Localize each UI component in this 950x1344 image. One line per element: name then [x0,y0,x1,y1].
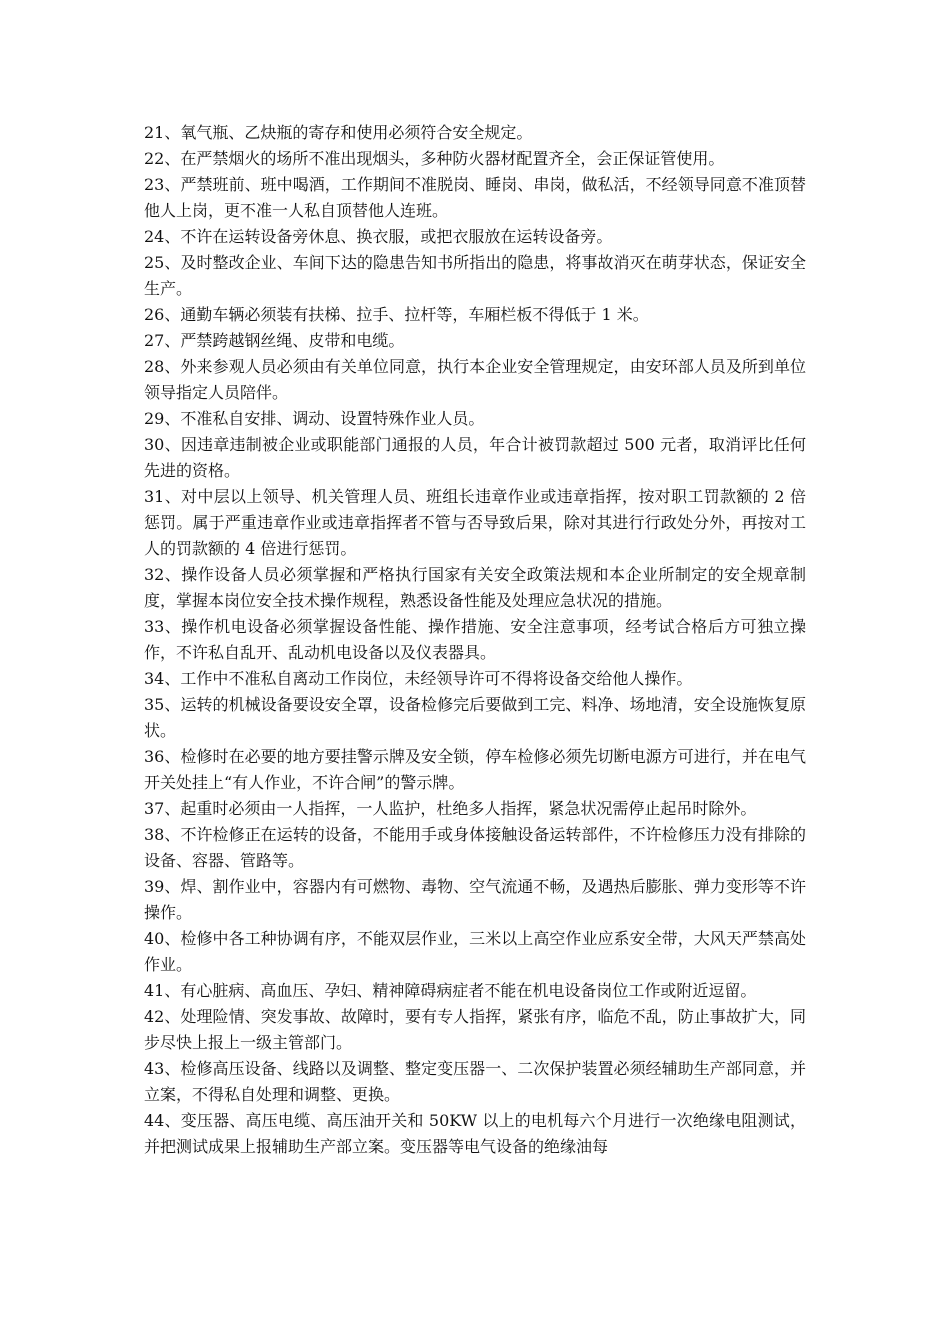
rule-item-22: 22、在严禁烟火的场所不准出现烟头，多种防火器材配置齐全，会正保证管使用。 [144,149,725,168]
rule-item-32: 32、操作设备人员必须掌握和严格执行国家有关安全政策法规和本企业所制定的安全规章制度，掌握本岗位安全技术操作规程，熟悉设备性能及处理应急状况的措施。 [144,565,806,610]
rule-item-29: 29、不准私自安排、调动、设置特殊作业人员。 [144,409,485,428]
rule-item-36: 36、检修时在必要的地方要挂警示牌及安全锁，停车检修必须先切断电源方可进行，并在电气开关处挂上“有人作业，不许合闸”的警示牌。 [144,747,806,792]
rule-item-41: 41、有心脏病、高血压、孕妇、精神障碍病症者不能在机电设备岗位工作或附近逗留。 [144,981,757,1000]
rule-item-31: 31、对中层以上领导、机关管理人员、班组长违章作业或违章指挥，按对职工罚款额的 2 倍惩罚。属于严重违章作业或违章指挥者不管与否导致后果，除对其进行行政处分外，再按对工人的罚款额的 4 倍进行惩罚。 [144,487,806,558]
rule-item-25: 25、及时整改企业、车间下达的隐患告知书所指出的隐患，将事故消灭在萌芽状态，保证安全生产。 [144,253,806,298]
rule-item-37: 37、起重时必须由一人指挥，一人监护，杜绝多人指挥，紧急状况需停止起吊时除外。 [144,799,757,818]
rule-item-28: 28、外来参观人员必须由有关单位同意，执行本企业安全管理规定，由安环部人员及所到单位领导指定人员陪伴。 [144,357,806,402]
rule-item-40: 40、检修中各工种协调有序，不能双层作业，三米以上高空作业应系安全带，大风天严禁高处作业。 [144,929,806,974]
rule-item-30: 30、因违章违制被企业或职能部门通报的人员，年合计被罚款超过 500 元者，取消评比任何先进的资格。 [144,435,806,480]
rule-item-27: 27、严禁跨越钢丝绳、皮带和电缆。 [144,331,405,350]
rule-item-23: 23、严禁班前、班中喝酒，工作期间不准脱岗、睡岗、串岗，做私活，不经领导同意不准顶替他人上岗，更不准一人私自顶替他人连班。 [144,175,806,220]
rule-item-26: 26、通勤车辆必须装有扶梯、拉手、拉杆等，车厢栏板不得低于 1 米。 [144,305,649,324]
rule-item-34: 34、工作中不准私自离动工作岗位，未经领导许可不得将设备交给他人操作。 [144,669,693,688]
rule-item-38: 38、不许检修正在运转的设备，不能用手或身体接触设备运转部件，不许检修压力没有排除的设备、容器、管路等。 [144,825,806,870]
rule-item-39: 39、焊、割作业中，容器内有可燃物、毒物、空气流通不畅，及遇热后膨胀、弹力变形等不许操作。 [144,877,806,922]
rule-item-21: 21、氧气瓶、乙炔瓶的寄存和使用必须符合安全规定。 [144,123,533,142]
rule-item-44: 44、变压器、高压电缆、高压油开关和 50KW 以上的电机每六个月进行一次绝缘电阻测试，并把测试成果上报辅助生产部立案。变压器等电气设备的绝缘油每 [144,1111,806,1156]
rule-item-24: 24、不许在运转设备旁休息、换衣服，或把衣服放在运转设备旁。 [144,227,613,246]
rule-item-43: 43、检修高压设备、线路以及调整、整定变压器一、二次保护装置必须经辅助生产部同意，并立案，不得私自处理和调整、更换。 [144,1059,806,1104]
rule-item-35: 35、运转的机械设备要设安全罩，设备检修完后要做到工完、料净、场地清，安全设施恢复原状。 [144,695,806,740]
rule-item-42: 42、处理险情、突发事故、故障时，要有专人指挥，紧张有序，临危不乱，防止事故扩大，同步尽快上报上一级主管部门。 [144,1007,806,1052]
document-body [144,120,806,1160]
rule-item-33: 33、操作机电设备必须掌握设备性能、操作措施、安全注意事项，经考试合格后方可独立操作，不许私自乱开、乱动机电设备以及仪表器具。 [144,617,806,662]
